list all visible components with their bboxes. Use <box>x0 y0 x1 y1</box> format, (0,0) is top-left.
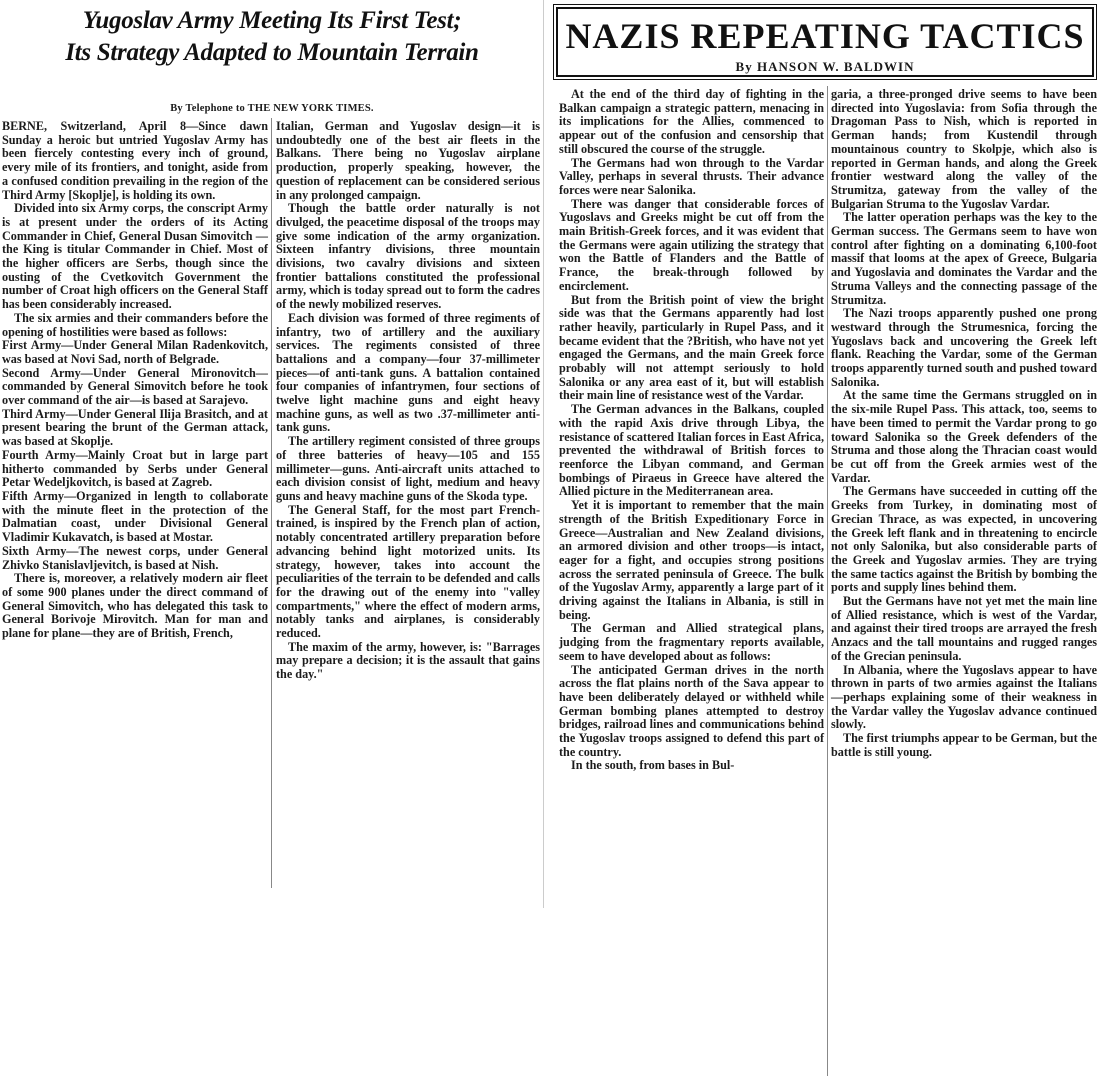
right-article-clipping <box>548 0 1105 1080</box>
left-article-column-1 <box>2 120 268 910</box>
paragraph: Divided into six Army corps, the conscript Army is at present under the orders of its Acting Commander in Chief, General Dusan Simovitch —the King is titular Commander in Chief. Most of the higher officers are Serbs, though since the ousting of the Cvetkovitch Government the number of Croat high officers on the General Staff has been considerably increased. <box>2 201 268 312</box>
paragraph: The six armies and their commanders before the opening of hostilities were based as follows: <box>2 310 268 339</box>
paragraph: The maxim of the army, however, is: "Barrages may prepare a decision; it is the assault that gains the day." <box>276 639 540 682</box>
left-article-credit: By Telephone to THE NEW YORK TIMES. <box>170 103 374 114</box>
paragraph: At the same time the Germans struggled on in the six-mile Rupel Pass. This attack, too, seems to have been timed to permit the Vardar prong to go toward Salonika so the Greek defenders of the Struma and those along the Thracian coast would be cut off from the Greek armies west of the Vardar. <box>831 388 1097 485</box>
paragraph: But the Germans have not yet met the main line of Allied resistance, which is west of the Vardar, and against their tired troops are arrayed the fresh Anzacs and the tall mountains and rugged ranges of the Grecian peninsula. <box>831 594 1097 663</box>
paragraph: The Germans had won through to the Vardar Valley, perhaps in several thrusts. Their advance forces were near Salonika. <box>559 155 824 197</box>
paragraph: Fifth Army—Organized in length to collaborate with the minute fleet in the protection of the Dalmatian coast, under Divisional General Vladimir Kukavatch, is based at Mostar. <box>2 488 268 545</box>
paragraph: Yet it is important to remember that the main strength of the British Expeditionary Force in Greece—Australian and New Zealand divisions, an armored division and other troops—is intact, eager for a fight, and occupies strong positions across the serrated peninsula of Greece. The bulk of the Yugoslav Army, apparently a large part of it driving against the Italians in Albania, is still in being. <box>559 498 824 622</box>
right-article-column-2 <box>831 88 1097 1078</box>
paragraph: In the south, from bases in Bul- <box>571 758 735 773</box>
left-article-column-2 <box>276 120 540 890</box>
column-rule <box>271 118 272 888</box>
paragraph: garia, a three-pronged drive seems to have been directed into Yugoslavia: from Sofia through the Dragoman Pass to Nish, which is reported in German hands; from Kustendil through mountainous country to Skolpje, which also is reported in German hands, and along the Greek frontier westward along the valley of the Strumitza, gateway from the valley of the Bulgarian Struma to the Yugoslav Vardar. <box>831 87 1097 211</box>
paragraph: Italian, German and Yugoslav design—it is undoubtedly one of the best air fleets in the Balkans. There being no Yugoslav airplane production, properly speaking, however, the question of replacement can be considered serious in any prolonged campaign. <box>276 119 540 202</box>
left-article-clipping <box>0 0 544 908</box>
paragraph: The Germans have succeeded in cutting off the Greeks from Turkey, in dominating most of Grecian Thrace, as was expected, in uncovering the Greek left flank and in threatening to encircle not only Salonika, but also considerable parts of the Greek and Yugoslav armies. They are trying the same tactics against the British by bombing the ports and supply lines behind them. <box>831 484 1097 595</box>
paragraph: The first triumphs appear to be German, but the battle is still young. <box>831 731 1097 759</box>
right-headline: NAZIS REPEATING TACTICS <box>565 16 1085 56</box>
paragraph: The latter operation perhaps was the key to the German success. The Germans seem to have won control after fighting on a dominating 6,100-foot massif that looms at the apex of Greece, Bulgaria and Yugoslavia and dominates the Vardar and the Struma Valleys and the connecting passage of the Strumitza. <box>831 210 1097 307</box>
paragraph: At the end of the third day of fighting in the Balkan campaign a strategic pattern, menacing in its implications for the Allies, commenced to appear out of the confusion and censorship that still obscured the course of the struggle. <box>559 87 824 156</box>
paragraph: The anticipated German drives in the north across the flat plains north of the Sava appear to have been deliberately delayed or withheld while German bombing planes attempted to destroy bridges, railroad lines and communications behind the Yugoslav troops assigned to defend this part of the country. <box>559 662 824 759</box>
paragraph: The Nazi troops apparently pushed one prong westward through the Strumesnica, forcing the Yugoslavs back and uncovering the Greek left flank. Reaching the Vardar, some of the German troops apparently turned south and pushed toward Salonika. <box>831 306 1097 389</box>
paragraph: First Army—Under General Milan Radenkovitch, was based at Novi Sad, north of Belgrade. <box>2 338 268 366</box>
paragraph: Sixth Army—The newest corps, under General Zhivko Stanislavljevitch, is based at Nish. <box>2 543 268 572</box>
paragraph: Second Army—Under General Mironovitch—commanded by General Simovitch before he took over command of the air—is based at Sarajevo. <box>2 365 268 408</box>
paragraph: The artillery regiment consisted of three groups of three batteries of heavy—105 and 155 millimeter—guns. Anti-aircraft units attached to each division consist of light, medium and heavy guns and heavy machine guns of the Skoda type. <box>276 434 540 503</box>
paragraph: The German and Allied strategical plans, judging from the fragmentary reports available, seem to have developed about as follows: <box>559 621 824 663</box>
paragraph: The German advances in the Balkans, coupled with the rapid Axis drive through Libya, the resistance of scattered Italian forces in East Africa, prevented the withdrawal of British forces to reenforce the Libyan command, and German bombings of Piraeus in Greece have altered the Allied picture in the Mediterranean area. <box>559 402 824 499</box>
paragraph: Though the battle order naturally is not divulged, the peacetime disposal of the troops may give some indication of the army organization. Sixteen infantry divisions, three mountain divisions, two cavalry divisions and sixteen frontier battalions constituted the professional army, which is today spread out to form the cadres of the newly mobilized reserves. <box>276 201 540 312</box>
paragraph: There is, moreover, a relatively modern air fleet of some 900 planes under the direct command of General Simovitch, who has delegated this task to General Borivoje Mirovitch. Man for man and plane for plane—they are of British, French, <box>2 571 268 641</box>
paragraph: BERNE, Switzerland, April 8—Since dawn Sunday a heroic but untried Yugoslav Army has been fiercely contesting every inch of ground, every mile of its frontiers, and tonight, aside from a confused condition prevailing in the region of the Third Army [Skoplje], is holding its own. <box>2 119 268 202</box>
column-rule <box>827 86 828 1076</box>
right-article-column-1 <box>559 88 824 1078</box>
paragraph: Each division was formed of three regiments of infantry, two of artillery and the auxiliary services. The regiments consisted of three battalions and a company—four 37-millimeter pieces—of anti-tank guns. A battalion contained four companies of infantrymen, four sections of twelve light machine guns and eight heavy machine guns, as well as two .37-millimeter anti-tank guns. <box>276 310 540 435</box>
paragraph: But from the British point of view the bright side was that the Germans apparently had lost rather heavily, particularly in Rupel Pass, and it became evident that the ?British, who have not yet engaged the Germans, and the main Greek force probably will not attempt seriously to hold Salonika or any area east of it, but will establish their main line of resistance west of the Vardar. <box>559 292 824 403</box>
paragraph: Third Army—Under General Ilija Brasitch, and at present bearing the brunt of the German attack, was based at Skoplje. <box>2 406 268 449</box>
boxed-headline <box>556 7 1094 77</box>
paragraph: Fourth Army—Mainly Croat but in large part hitherto commanded by Serbs under General Petar Wedeljkovitch, is based at Zagreb. <box>2 447 268 490</box>
paragraph: In Albania, where the Yugoslavs appear to have thrown in parts of two armies against the Italians—perhaps explaining some of their weakness in the Vardar valley the Yugoslav advance continued slowly. <box>831 662 1097 732</box>
paragraph: There was danger that considerable forces of Yugoslavs and Greeks might be cut off from the main British-Greek forces, and it was evident that the Germans were again utilizing the strategy that won the Battle of Flanders and the Battle of France, the break-through followed by encirclement. <box>559 196 824 293</box>
paragraph: The General Staff, for the most part French-trained, is inspired by the French plan of action, notably concentrated artillery preparation before advancing behind light motorized units. Its strategy, however, takes into account the peculiarities of the terrain to be defended and calls for the drawing out of the enemy into "valley compartments," where the effect of modern arms, notably tanks and airplanes, is considerably reduced. <box>276 502 540 641</box>
byline: By HANSON W. BALDWIN <box>735 59 915 74</box>
left-headline-line1: Yugoslav Army Meeting Its First Test; <box>82 7 462 34</box>
left-headline-line2: Its Strategy Adapted to Mountain Terrain <box>65 39 479 66</box>
